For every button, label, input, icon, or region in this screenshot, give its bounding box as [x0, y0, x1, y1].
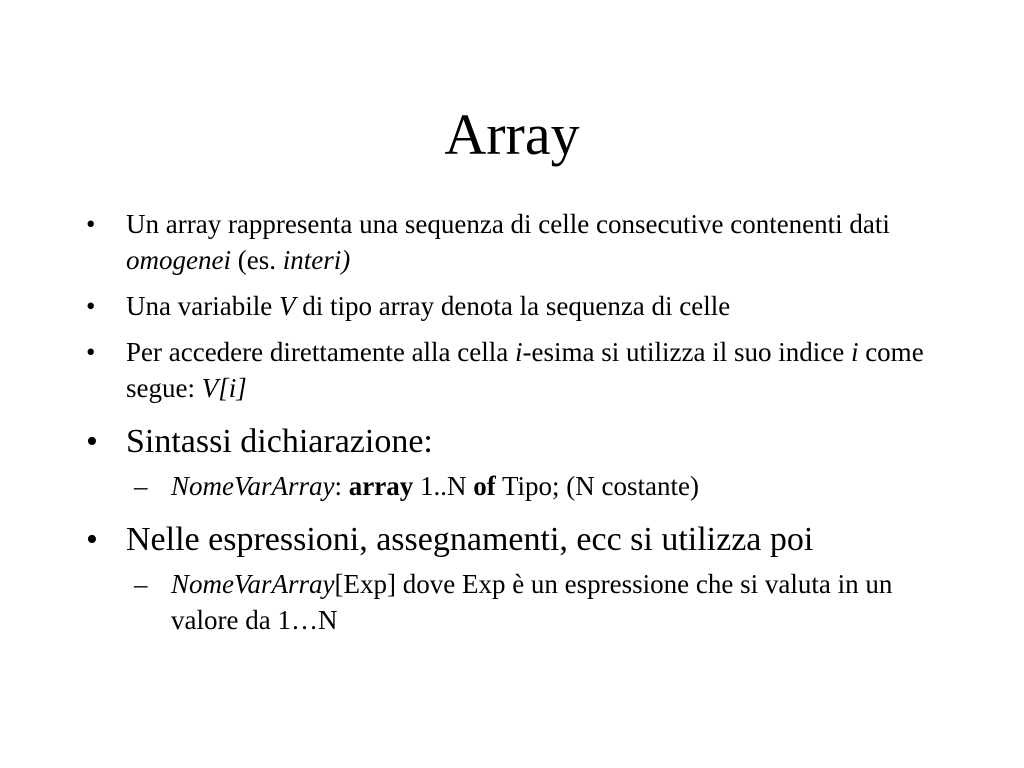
- text: Sintassi dichiarazione:: [126, 423, 433, 460]
- text: come segue:: [126, 337, 924, 403]
- text: Tipo; (N costante): [495, 471, 699, 501]
- bullet-item-syntax: [86, 420, 956, 464]
- text: Una variabile: [126, 291, 279, 321]
- bullet-item-variable: [86, 288, 956, 324]
- italic-text: omogenei: [126, 245, 231, 275]
- text: Nelle espressioni, assegnamenti, ecc si utilizza poi: [126, 521, 814, 558]
- bold-text: array: [348, 471, 414, 501]
- bullet-item-access: [86, 334, 956, 406]
- italic-text: V[i]: [201, 373, 247, 403]
- sub-item-declaration: [134, 468, 956, 504]
- bullet-icon: •: [86, 337, 96, 367]
- text: (es.: [230, 245, 283, 275]
- bullet-icon: •: [86, 209, 96, 239]
- sub-item-usage: [134, 566, 956, 638]
- bullet-item-array-definition: [86, 206, 956, 278]
- text: :: [334, 471, 349, 501]
- italic-text: i: [850, 337, 859, 367]
- bullet-item-expressions: [86, 518, 956, 562]
- bullet-list: [86, 206, 956, 638]
- italic-text: i: [515, 337, 523, 367]
- text: -esima si utilizza il suo indice: [522, 337, 851, 367]
- bullet-icon: •: [86, 423, 98, 460]
- dash-icon: –: [134, 569, 148, 599]
- slide-title: Array: [444, 102, 580, 167]
- italic-text: interi): [282, 245, 351, 275]
- bullet-icon: •: [86, 291, 96, 321]
- text: [Exp] dove Exp è un espressione che si valuta in un valore da 1…N: [171, 569, 893, 635]
- text: 1..N: [413, 471, 474, 501]
- italic-text: NomeVarArray: [171, 569, 335, 599]
- italic-text: V: [278, 291, 296, 321]
- bold-text: of: [473, 471, 496, 501]
- dash-icon: –: [134, 471, 148, 501]
- text: di tipo array denota la sequenza di celle: [295, 291, 731, 321]
- text: Un array rappresenta una sequenza di celle consecutive contenenti dati: [126, 209, 890, 239]
- text: Per accedere direttamente alla cella: [126, 337, 515, 367]
- italic-text: NomeVarArray: [171, 471, 335, 501]
- bullet-icon: •: [86, 521, 98, 558]
